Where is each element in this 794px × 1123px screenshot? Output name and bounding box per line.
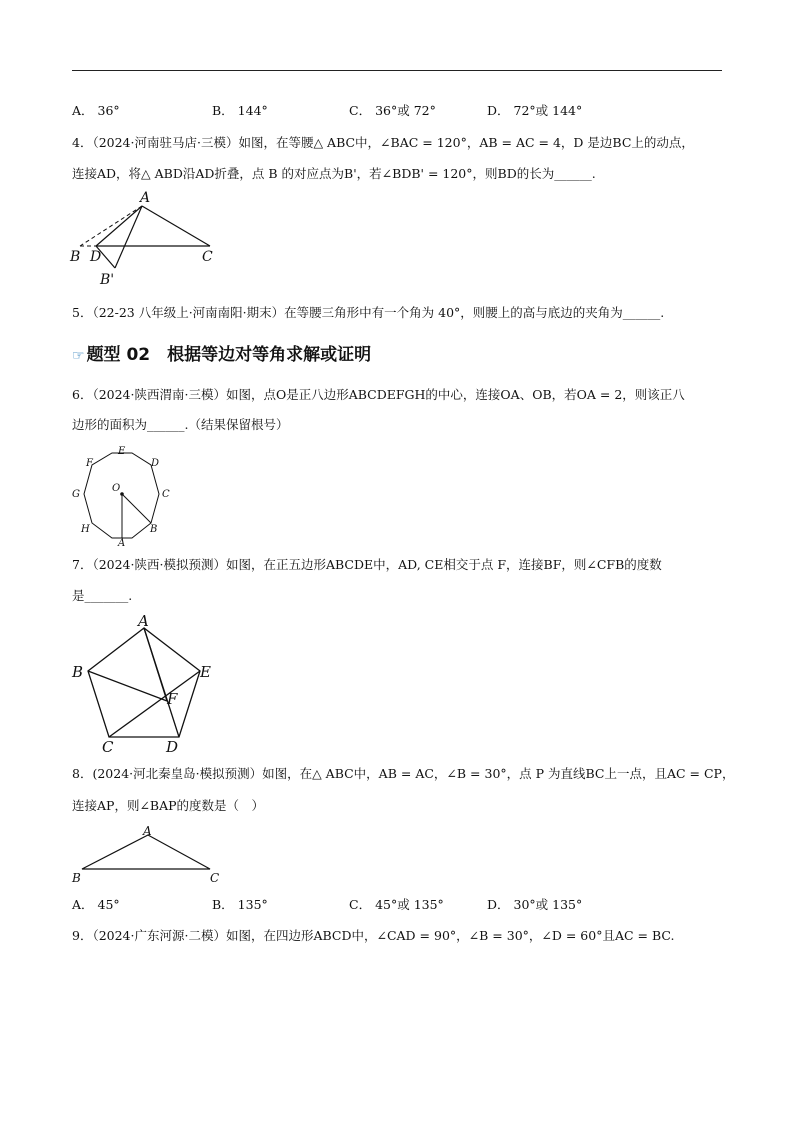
q6-label-b: B xyxy=(150,524,158,535)
q7-pentagon-figure xyxy=(60,612,230,757)
q7-label-f: F xyxy=(167,690,178,708)
q3-option-b: B． 144° xyxy=(212,103,268,118)
q6-text-line1: 6．（2024·陕西渭南·三模）如图，点O是正八边形ABCDEFGH的中心，连接OA、OB，若OA = 2，则该正八 xyxy=(72,387,685,402)
q5-text-line1: 5．（22-23 八年级上·河南南阳·期末）在等腰三角形中有一个角为 40°，则腰上的高与底边的夹角为______. xyxy=(72,305,665,320)
q6-label-o: O xyxy=(112,483,121,494)
q6-label-d: D xyxy=(151,458,160,469)
q8-label-b: B xyxy=(72,871,81,885)
q6-label-a: A xyxy=(118,538,126,549)
q6-text-line2: 边形的面积为______.（结果保留根号） xyxy=(72,417,289,432)
header-rule xyxy=(72,70,722,71)
q7-label-e: E xyxy=(200,663,211,681)
q8-triangle-figure xyxy=(68,822,228,884)
q8-option-d: D． 30°或 135° xyxy=(487,897,583,912)
q4-text-line1: 4．（2024·河南驻马店·三模）如图，在等腰△ ABC中，∠BAC = 120°，AB = AC = 4，D 是边BC上的动点， xyxy=(72,135,694,150)
q4-text-line2: 连接AD，将△ ABD沿AD折叠，点 B 的对应点为B'，若∠BDB' = 120°，则BD的长为______. xyxy=(72,166,596,181)
q7-label-a: A xyxy=(138,612,149,630)
q8-option-c: C． 45°或 135° xyxy=(349,897,444,912)
q4-label-c: C xyxy=(202,249,213,265)
q3-option-a: A． 36° xyxy=(72,103,120,118)
q7-text-line1: 7．（2024·陕西·模拟预测）如图，在正五边形ABCDE中，AD, CE相交于点 F，连接BF，则∠CFB的度数 xyxy=(72,557,662,572)
q8-option-b: B． 135° xyxy=(212,897,268,912)
q6-octagon-figure xyxy=(62,440,182,549)
section-heading xyxy=(72,340,371,365)
q6-label-e: E xyxy=(118,446,126,457)
q8-label-a: A xyxy=(143,824,152,838)
q3-option-d: D． 72°或 144° xyxy=(487,103,583,118)
q4-label-d: D xyxy=(90,249,102,265)
q8-option-a: A． 45° xyxy=(72,897,120,912)
q6-label-h: H xyxy=(81,524,90,535)
q4-label-a: A xyxy=(140,190,151,206)
q7-label-d: D xyxy=(166,738,179,756)
pointing-hand-icon: ☞ xyxy=(72,348,85,364)
q6-label-g: G xyxy=(72,489,80,500)
q9-text-line1: 9．（2024·广东河源·二模）如图，在四边形ABCD中，∠CAD = 90°，∠B = 30°，∠D = 60°且AC = BC. xyxy=(72,928,675,943)
q8-text-line1: 8．(2024·河北秦皇岛·模拟预测）如图，在△ ABC中，AB = AC，∠B = 30°，点 P 为直线BC上一点，且AC = CP， xyxy=(72,766,735,781)
q4-label-b-prime: B' xyxy=(100,272,115,288)
q8-text-line2: 连接AP，则∠BAP的度数是（ ） xyxy=(72,798,265,813)
section-title: 题型 02 根据等边对等角求解或证明 xyxy=(86,345,372,365)
q7-text-line2: 是_______. xyxy=(72,588,133,603)
q3-option-c: C． 36°或 72° xyxy=(349,103,436,118)
q6-label-f: F xyxy=(86,458,93,469)
q6-label-c: C xyxy=(162,489,170,500)
q4-label-b: B xyxy=(70,249,81,265)
q4-triangle-figure xyxy=(60,190,240,290)
q7-label-b: B xyxy=(72,663,84,681)
q7-label-c: C xyxy=(102,738,114,756)
q8-label-c: C xyxy=(210,871,220,885)
